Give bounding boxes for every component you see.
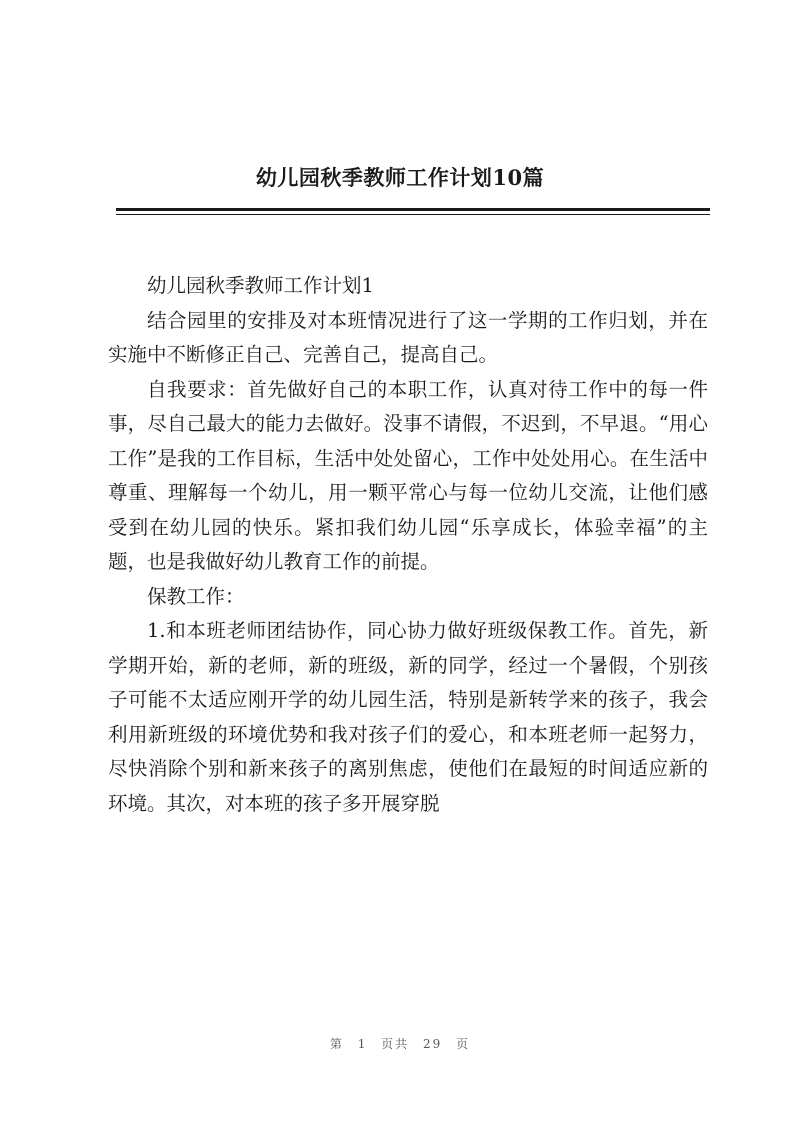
paragraph-self-requirements: 自我要求：首先做好自己的本职工作，认真对待工作中的每一件事，尽自己最大的能力去做好。没事不请假，不迟到，不早退。“用心工作”是我的工作目标，生活中处处留心，工作中处处用心。在生活中尊重、理解每一个幼儿，用一颗平常心与每一位幼儿交流，让他们感受到在幼儿园的快乐。紧扣我们幼儿园“乐享成长，体验幸福”的主题，也是我做好幼儿教育工作的前提。 — [108, 377, 708, 573]
paragraph-item-1: 1.和本班老师团结协作，同心协力做好班级保教工作。首先，新学期开始，新的老师，新的班级，新的同学，经过一个暑假，个别孩子可能不太适应刚开学的幼儿园生活，特别是新转学来的孩子，我会利用新班级的环境优势和我对孩子们的爱心，和本班老师一起努力，尽快消除个别和新来孩子的离别焦虑，使他们在最短的时间适应新的环境。其次，对本班的孩子多开展穿脱 — [108, 619, 708, 815]
page-title: 幼儿园秋季教师工作计划10篇 — [255, 165, 545, 190]
section-heading: 幼儿园秋季教师工作计划1 — [147, 274, 374, 297]
title-divider-thin — [116, 214, 710, 215]
paragraph-intro: 结合园里的安排及对本班情况进行了这一学期的工作归划，并在实施中不断修正自己、完善自己，提高自己。 — [108, 308, 708, 366]
page-footer: 第 1 页共 29 页 — [329, 1037, 471, 1051]
paragraph-care-education-heading: 保教工作： — [147, 584, 245, 608]
title-divider — [116, 208, 710, 211]
document-body — [108, 269, 708, 821]
